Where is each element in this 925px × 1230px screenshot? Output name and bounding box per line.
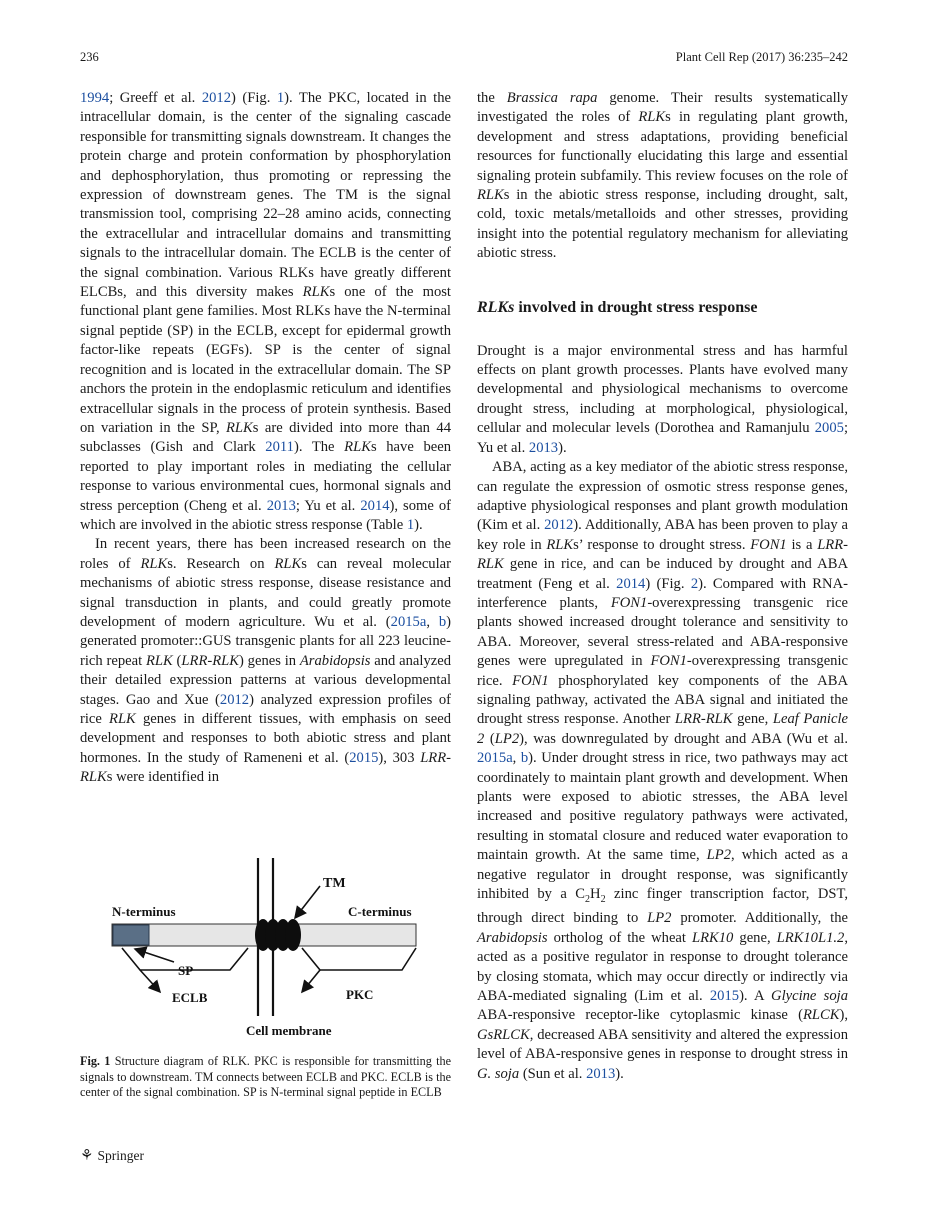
tm-helix-4 (285, 919, 301, 951)
right-paragraph-1: the Brassica rapa genome. Their results systematically investigated the roles of RLKs in regulating plant growth, development and stress adaptations, providing beneficial resources for functionally elucidating this large and essential signaling protein subfamily. This review focuses on the role of RLKs in the abiotic stress response, including drought, salt, cold, toxic metals/metalloids and other stresses, providing insight into the potential regulatory mechanism for alleviating abiotic stress. (477, 90, 849, 262)
eclb-label: ECLB (172, 990, 208, 1005)
page-number: 236 (80, 50, 99, 64)
tm-label: TM (323, 876, 346, 891)
c-terminus-label: C-terminus (348, 904, 412, 919)
page-header (80, 50, 848, 68)
left-paragraph-2: In recent years, there has been increased research on the roles of RLKs. Research on RLKs can reveal molecular mechanisms of abiotic stress response, disease resistance and signal transduction in plants, and could greatly promote development of modern agriculture. Wu et al. (2015a, b) generated promoter::GUS transgenic plants for all 223 leucine-rich repeat RLK (LRR-RLK) genes in Arabidopsis and analyzed their detailed expression patterns at various developmental stages. Gao and Xue (2012) analyzed expression profiles of rice RLK genes in different tissues, with emphasis on seed development and responses to both abiotic stress and plant hormones. In the study of Rameneni et al. (2015), 303 LRR-RLKs were identified in (80, 536, 451, 786)
figure-1-diagram (80, 852, 451, 1044)
caption-label: Fig. 1 (80, 1054, 111, 1068)
left-column (80, 89, 451, 788)
sp-arrow (135, 949, 174, 962)
section-heading-drought: RLKs involved in drought stress response (477, 298, 758, 316)
journal-reference: Plant Cell Rep (2017) 36:235–242 (675, 50, 848, 64)
right-column (477, 89, 848, 1084)
pkc-label: PKC (346, 987, 374, 1002)
cell-membrane-label: Cell membrane (246, 1023, 332, 1038)
page-footer (80, 1146, 144, 1165)
pkc-bracket (302, 948, 416, 970)
rlk-structure-diagram (80, 852, 451, 1044)
right-paragraph-3: ABA, acting as a key mediator of the abiotic stress response, can regulate the expression of osmotic stress response genes, adaptive physiological responses and plant growth modulation (Kim et al. 2012). Additionally, ABA has been proven to play a key role in RLKs’ response to drought stress. FON1 is a LRR-RLK gene in rice, and can be induced by drought and ABA treatment (Feng et al. 2014) (Fig. 2). Compared with RNA-interference plants, FON1-overexpressing transgenic rice plants showed increased drought tolerance and sensitivity to ABA. Moreover, several stress-related and ABA-responsive genes were upregulated in FON1-overexpressing transgenic rice. FON1 phosphorylated key components of the ABA signaling pathway, activated the ABA signal and initiated the drought stress response. Another LRR-RLK gene, Leaf Panicle 2 (LP2), was downregulated by drought and ABA (Wu et al. 2015a, b). Under drought stress in rice, two pathways may act coordinately to maintain plant growth and development. When plants were exposed to abiotic stresses, the ABA level increased and positive regulatory pathways were activated, resulting in stomatal closure and reduced water evaporation to maintain growth. At the same time, LP2, which acted as a negative regulator in drought response, was significantly inhibited by a $C_2H_2$ zinc finger transcription factor, DST, through direct binding to LP2 promoter. Additionally, the Arabidopsis ortholog of the wheat LRK10 gene, LRK10L1.2, acted as a positive regulator in response to drought tolerance by closing stomata, which may occur directly or indirectly via ABA-mediated signaling (Lim et al. 2015). A Glycine soja ABA-responsive receptor-like cytoplasmic kinase (RLCK), GsRLCK, decreased ABA sensitivity and altered the expression level of ABA-responsive genes in response to drought stress in G. soja (Sun et al. 2013). (477, 459, 849, 1082)
eclb-arrow (140, 970, 160, 992)
tm-arrow (295, 886, 320, 918)
signal-peptide-block (113, 925, 149, 945)
right-paragraph-2: Drought is a major environmental stress and has harmful effects on plant growth processes. Plants have evolved many developmental and physiological mechanisms to overcome drought stress, including at morphological, physiological, cellular and molecular levels (Dorothea and Ramanjulu 2005; Yu et al. 2013). (477, 342, 848, 456)
sp-label: SP (178, 963, 194, 978)
n-terminus-label: N-terminus (112, 904, 176, 919)
figure-1-caption (80, 1054, 451, 1101)
left-paragraph-1: 1994; Greeff et al. 2012) (Fig. 1). The PKC, located in the intracellular domain, is the center of the signaling cascade responsible for transmitting signals downstream. It changes the protein charge and protein conformation by phosphorylation and dephosphorylation, thus promoting or repressing the expression of downstream genes. The TM is the signal transmission tool, comprising 22–28 amino acids, connecting the extracellular and intracellular domains and transmitting signals to the intracellular domain. The ECLB is the center of the signal combination. Various RLKs have greatly different ELCBs, and this diversity makes RLKs one of the most functional plant gene families. Most RLKs have the N-terminal signal peptide (SP) in the ECLB, except for epidermal growth factor-like repeats (EGFs). SP is the center of signal recognition and is located in the extracellular domain. The SP anchors the protein in the endoplasmic reticulum and identifies extracellular signals in the process of protein synthesis. Based on variation in the SP, RLKs are divided into more than 44 subclasses (Gish and Clark 2011). The RLKs have been reported to play important roles in mediating the cellular response to various environmental cues, hormonal signals and stress perception (Cheng et al. 2013; Yu et al. 2014), some of which are involved in the abiotic stress response (Table 1). (80, 90, 451, 533)
pkc-arrow (302, 970, 320, 992)
caption-text: Structure diagram of RLK. PKC is responsible for transmitting the signals to downstream. TM connects between ECLB and PKC. ECLB is the center of the signal combination. SP is N-terminal signal peptide in ECLB (80, 1054, 451, 1099)
springer-logo-icon: ⚘ (80, 1148, 94, 1164)
publisher-name: Springer (97, 1147, 144, 1163)
